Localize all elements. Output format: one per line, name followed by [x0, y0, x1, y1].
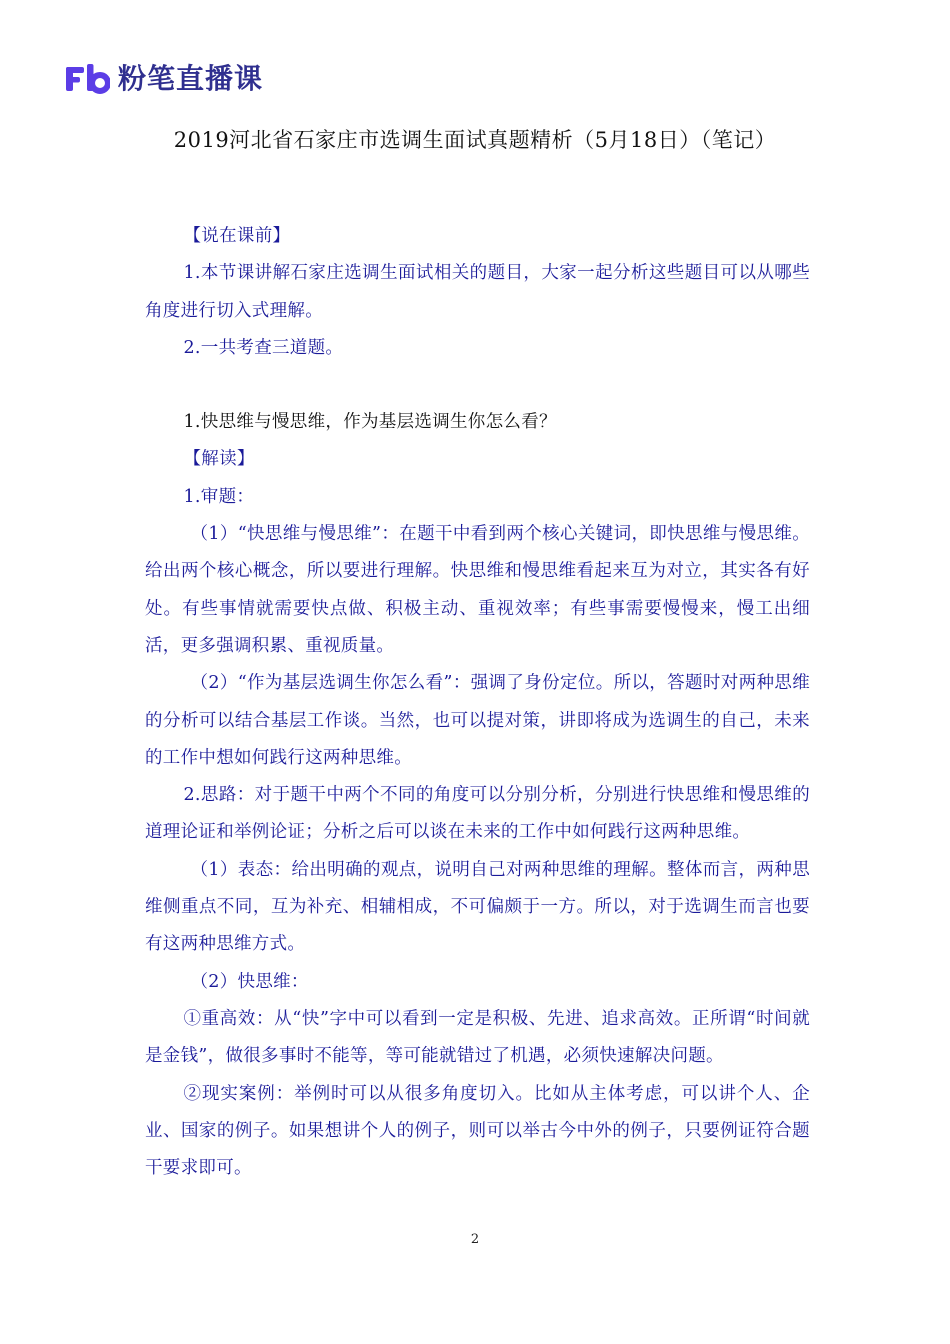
document-title: 2019河北省石家庄市选调生面试真题精析（5月18日）（笔记） [173, 128, 777, 152]
paragraph: （2）快思维： [190, 971, 309, 992]
logo-text: 粉笔直播课 [118, 62, 264, 95]
paragraph: 1.本节课讲解石家庄选调生面试相关的题目，大家一起分析这些题目可以从哪些角度进行切入式理解。 [145, 263, 810, 321]
paragraph: （1）“快思维与慢思维”：在题干中看到两个核心关键词，即快思维与慢思维。给出两个核心概念，所以要进行理解。快思维和慢思维看起来互为对立，其实各有好处。有些事情就需要快点做、积极主动、重视效率；有些事需要慢慢来，慢工出细活，更多强调积累、重视质量。 [145, 524, 810, 656]
paragraph: （1）表态：给出明确的观点，说明自己对两种思维的理解。整体而言，两种思维侧重点不同，互为补充、相辅相成，不可偏颇于一方。所以，对于选调生而言也要有这两种思维方式。 [145, 859, 810, 955]
section-heading-analysis: 【解读】 [183, 449, 255, 470]
paragraph: 2.思路：对于题干中两个不同的角度可以分别分析，分别进行快思维和慢思维的道理论证和举例论证；分析之后可以谈在未来的工作中如何践行这两种思维。 [145, 785, 810, 843]
paragraph: 1.审题： [183, 486, 255, 507]
fb-logo-icon [66, 64, 110, 94]
spacer [145, 367, 810, 404]
paragraph: （2）“作为基层选调生你怎么看”：强调了身份定位。所以，答题时对两种思维的分析可以结合基层工作谈。当然，也可以提对策，讲即将成为选调生的自己，未来的工作中想如何践行这两种思维。 [145, 673, 810, 768]
paragraph: ②现实案例：举例时可以从很多角度切入。比如从主体考虑，可以讲个人、企业、国家的例子。如果想讲个人的例子，则可以举古今中外的例子，只要例证符合题干要求即可。 [145, 1083, 810, 1179]
section-heading-intro: 【说在课前】 [183, 226, 291, 246]
document-body [145, 218, 810, 1187]
question-title: 1.快思维与慢思维，作为基层选调生你怎么看？ [183, 412, 557, 433]
paragraph: ①重高效：从“快”字中可以看到一定是积极、先进、追求高效。正所谓“时间就是金钱”，做很多事时不能等，等可能就错过了机遇，必须快速解决问题。 [145, 1008, 810, 1067]
paragraph: 2.一共考查三道题。 [183, 337, 344, 358]
page-number: 2 [470, 1232, 480, 1247]
brand-logo [66, 60, 263, 98]
